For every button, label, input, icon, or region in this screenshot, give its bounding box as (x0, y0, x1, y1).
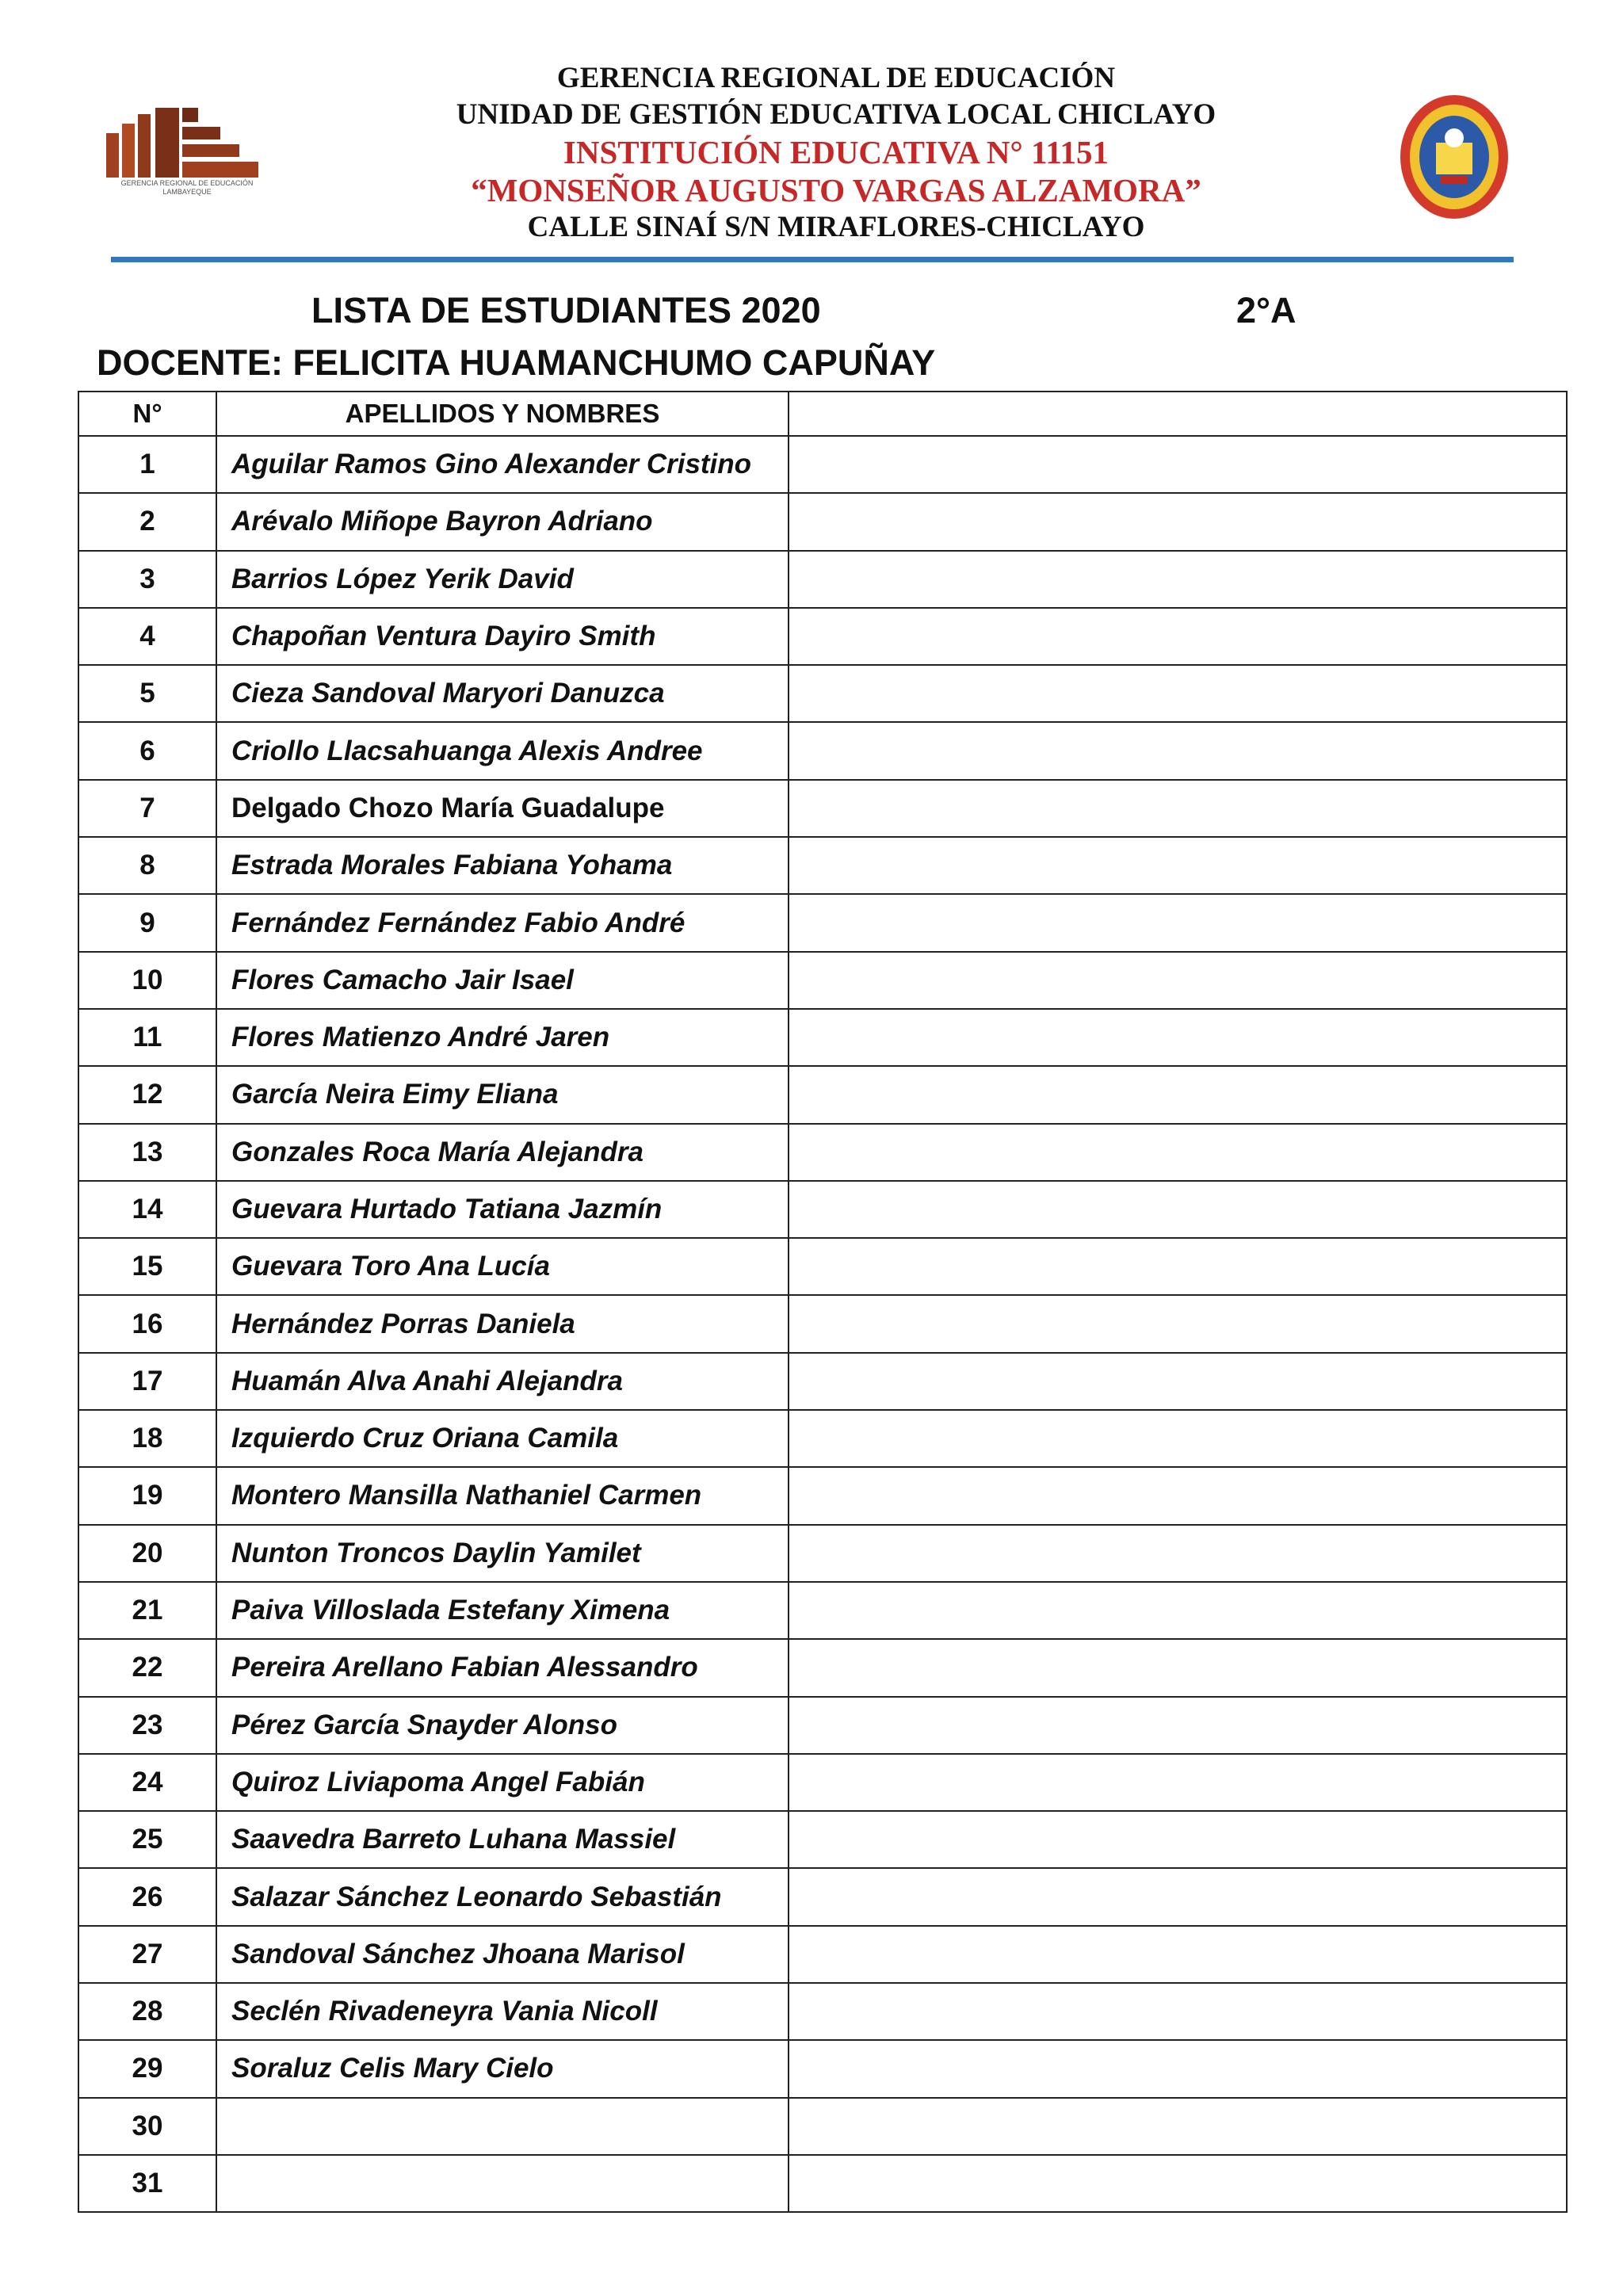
table-row (78, 1868, 1567, 1925)
table-row (78, 2155, 1567, 2212)
table-row (78, 665, 1567, 722)
row-number: 30 (78, 2098, 216, 2155)
row-number: 31 (78, 2155, 216, 2212)
blank-cell (789, 608, 1567, 665)
blank-cell (789, 551, 1567, 608)
student-name: Criollo Llacsahuanga Alexis Andree (216, 722, 789, 779)
row-number: 29 (78, 2040, 216, 2097)
blank-cell (789, 1238, 1567, 1295)
table-row (78, 1582, 1567, 1639)
student-name: Montero Mansilla Nathaniel Carmen (216, 1467, 789, 1524)
row-number: 14 (78, 1181, 216, 1238)
blank-cell (789, 2040, 1567, 2097)
student-name: Flores Matienzo André Jaren (216, 1009, 789, 1066)
student-name: Izquierdo Cruz Oriana Camila (216, 1410, 789, 1467)
blank-cell (789, 780, 1567, 837)
blank-cell (789, 952, 1567, 1009)
roster-body (78, 436, 1567, 2212)
table-row (78, 1639, 1567, 1696)
blank-cell (789, 894, 1567, 951)
row-number: 2 (78, 493, 216, 550)
blank-cell (789, 1525, 1567, 1582)
student-name: Aguilar Ramos Gino Alexander Cristino (216, 436, 789, 493)
row-number: 24 (78, 1754, 216, 1811)
row-number: 22 (78, 1639, 216, 1696)
header-line-gerencia: GERENCIA REGIONAL DE EDUCACIÓN (556, 62, 1116, 94)
row-number: 27 (78, 1926, 216, 1983)
table-row (78, 1983, 1567, 2040)
student-name: Barrios López Yerik David (216, 551, 789, 608)
student-name: Gonzales Roca María Alejandra (216, 1124, 789, 1181)
blank-cell (789, 1582, 1567, 1639)
table-row (78, 722, 1567, 779)
blank-cell (789, 493, 1567, 550)
school-crest-icon (1395, 87, 1514, 222)
column-header-number: N° (78, 392, 216, 436)
student-name: Seclén Rivadeneyra Vania Nicoll (216, 1983, 789, 2040)
table-row (78, 1467, 1567, 1524)
page-title: LISTA DE ESTUDIANTES 2020 (311, 290, 821, 330)
student-name: Saavedra Barreto Luhana Massiel (216, 1811, 789, 1868)
row-number: 23 (78, 1697, 216, 1754)
student-name: Fernández Fernández Fabio André (216, 894, 789, 951)
row-number: 18 (78, 1410, 216, 1467)
row-number: 6 (78, 722, 216, 779)
blank-cell (789, 665, 1567, 722)
table-row (78, 1353, 1567, 1410)
logo-caption: GERENCIA REGIONAL DE EDUCACIÓN LAMBAYEQUE (120, 179, 254, 196)
table-row (78, 1697, 1567, 1754)
table-row (78, 837, 1567, 894)
row-number: 11 (78, 1009, 216, 1066)
table-row (78, 1295, 1567, 1352)
student-name: Arévalo Miñope Bayron Adriano (216, 493, 789, 550)
student-name: Pérez García Snayder Alonso (216, 1697, 789, 1754)
table-row (78, 2040, 1567, 2097)
row-number: 20 (78, 1525, 216, 1582)
row-number: 25 (78, 1811, 216, 1868)
row-number: 16 (78, 1295, 216, 1352)
table-row (78, 1009, 1567, 1066)
blank-cell (789, 1066, 1567, 1123)
row-number: 28 (78, 1983, 216, 2040)
table-row (78, 1181, 1567, 1238)
blank-cell (789, 722, 1567, 779)
row-number: 5 (78, 665, 216, 722)
header-line-address: CALLE SINAÍ S/N MIRAFLORES-CHICLAYO (527, 211, 1145, 243)
blank-cell (789, 2098, 1567, 2155)
bars-logo-icon (100, 101, 274, 181)
row-number: 7 (78, 780, 216, 837)
table-header-row (78, 392, 1567, 436)
student-name: Pereira Arellano Fabian Alessandro (216, 1639, 789, 1696)
row-number: 10 (78, 952, 216, 1009)
column-header-blank (789, 392, 1567, 436)
student-name: Cieza Sandoval Maryori Danuzca (216, 665, 789, 722)
institution-header (285, 60, 1387, 246)
row-number: 1 (78, 436, 216, 493)
gerencia-regional-logo (100, 101, 274, 212)
student-name: Estrada Morales Fabiana Yohama (216, 837, 789, 894)
student-name: Soraluz Celis Mary Cielo (216, 2040, 789, 2097)
student-name: Paiva Villoslada Estefany Ximena (216, 1582, 789, 1639)
table-row (78, 780, 1567, 837)
table-row (78, 1525, 1567, 1582)
blank-cell (789, 1181, 1567, 1238)
student-name: Nunton Troncos Daylin Yamilet (216, 1525, 789, 1582)
row-number: 8 (78, 837, 216, 894)
blank-cell (789, 1868, 1567, 1925)
table-row (78, 2098, 1567, 2155)
student-name: Chapoñan Ventura Dayiro Smith (216, 608, 789, 665)
table-row (78, 551, 1567, 608)
table-row (78, 1410, 1567, 1467)
student-name: Flores Camacho Jair Isael (216, 952, 789, 1009)
student-name: Huamán Alva Anahi Alejandra (216, 1353, 789, 1410)
student-name (216, 2098, 789, 2155)
table-row (78, 1066, 1567, 1123)
table-row (78, 1926, 1567, 1983)
student-roster-table (78, 391, 1568, 2213)
row-number: 9 (78, 894, 216, 951)
row-number: 3 (78, 551, 216, 608)
table-row (78, 608, 1567, 665)
row-number: 19 (78, 1467, 216, 1524)
table-row (78, 1124, 1567, 1181)
blank-cell (789, 1697, 1567, 1754)
header-line-school-name: “MONSEÑOR AUGUSTO VARGAS ALZAMORA” (471, 172, 1201, 208)
blank-cell (789, 1410, 1567, 1467)
blank-cell (789, 1009, 1567, 1066)
table-row (78, 894, 1567, 951)
blank-cell (789, 1467, 1567, 1524)
row-number: 17 (78, 1353, 216, 1410)
row-number: 21 (78, 1582, 216, 1639)
blank-cell (789, 837, 1567, 894)
row-number: 26 (78, 1868, 216, 1925)
table-row (78, 436, 1567, 493)
header-line-ugel: UNIDAD DE GESTIÓN EDUCATIVA LOCAL CHICLAYO (456, 98, 1216, 131)
student-name: Delgado Chozo María Guadalupe (216, 780, 789, 837)
student-name: Guevara Hurtado Tatiana Jazmín (216, 1181, 789, 1238)
student-name: Salazar Sánchez Leonardo Sebastián (216, 1868, 789, 1925)
table-row (78, 952, 1567, 1009)
blank-cell (789, 1295, 1567, 1352)
student-name: Quiroz Liviapoma Angel Fabián (216, 1754, 789, 1811)
blank-cell (789, 1811, 1567, 1868)
blank-cell (789, 1353, 1567, 1410)
blank-cell (789, 2155, 1567, 2212)
row-number: 4 (78, 608, 216, 665)
table-row (78, 1811, 1567, 1868)
blank-cell (789, 1124, 1567, 1181)
row-number: 13 (78, 1124, 216, 1181)
row-number: 12 (78, 1066, 216, 1123)
grade-label: 2°A (1236, 290, 1296, 330)
column-header-names: APELLIDOS Y NOMBRES (216, 392, 789, 436)
header-divider (111, 257, 1514, 262)
teacher-label: DOCENTE: FELICITA HUAMANCHUMO CAPUÑAY (97, 342, 936, 383)
blank-cell (789, 1754, 1567, 1811)
blank-cell (789, 1926, 1567, 1983)
blank-cell (789, 1639, 1567, 1696)
student-name: Sandoval Sánchez Jhoana Marisol (216, 1926, 789, 1983)
student-name: Guevara Toro Ana Lucía (216, 1238, 789, 1295)
blank-cell (789, 1983, 1567, 2040)
student-name: Hernández Porras Daniela (216, 1295, 789, 1352)
blank-cell (789, 436, 1567, 493)
student-name: García Neira Eimy Eliana (216, 1066, 789, 1123)
table-row (78, 493, 1567, 550)
table-row (78, 1754, 1567, 1811)
table-row (78, 1238, 1567, 1295)
row-number: 15 (78, 1238, 216, 1295)
student-name (216, 2155, 789, 2212)
header-line-institucion: INSTITUCIÓN EDUCATIVA N° 11151 (563, 134, 1109, 170)
